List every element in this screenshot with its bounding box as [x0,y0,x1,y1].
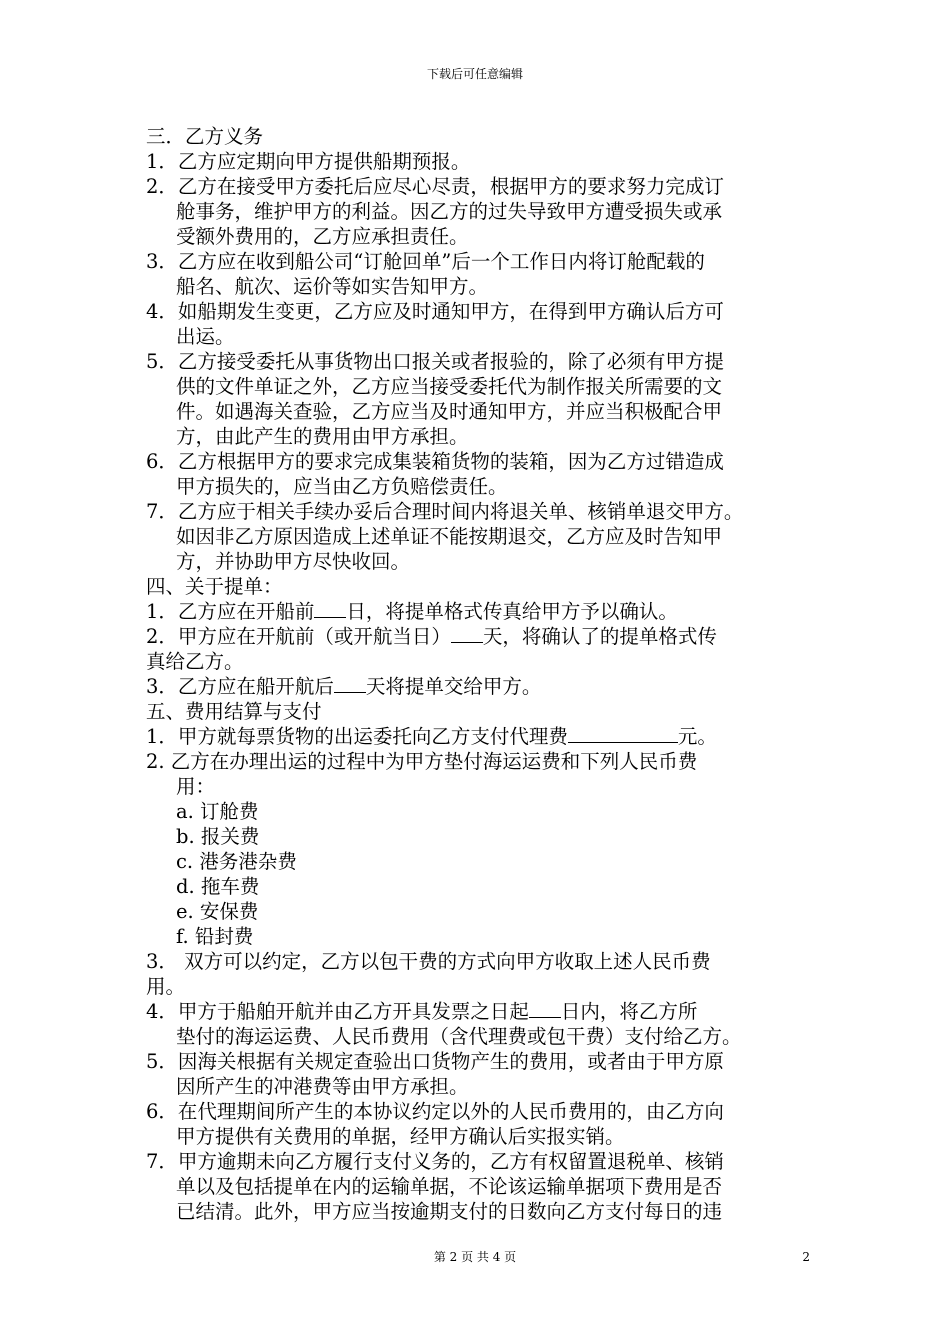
clause-4-2-line2: 真给乙方。 [146,650,244,673]
clause-3-7-line3: 方，并协助甲方尽快收回。 [176,550,411,573]
clause-4-3-pre: 3．乙方应在船开航后 [146,675,334,698]
clause-5-1-pre: 1．甲方就每票货物的出运委托向乙方支付代理费 [146,725,568,748]
clause-5-7-line3: 已结清。此外，甲方应当按逾期支付的日数向乙方支付每日的违 [176,1200,723,1223]
fee-item-f: f. 铅封费 [176,925,254,948]
clause-3-7-line2: 如因非乙方原因造成上述单证不能按期退交，乙方应及时告知甲 [176,525,723,548]
section-3-title: 三．乙方义务 [146,125,264,148]
clause-5-7-line1: 7．甲方逾期未向乙方履行支付义务的，乙方有权留置退税单、核销 [146,1150,724,1173]
clause-5-1 [146,724,826,749]
blank-days-underline [529,999,561,1018]
fee-item-b: b. 报关费 [176,825,260,848]
fee-item-e: e. 安保费 [176,900,259,923]
clause-3-5-line4: 方，由此产生的费用由甲方承担。 [176,425,469,448]
clause-5-1-post: 元。 [677,725,717,748]
clause-5-7-line2: 单以及包括提单在内的运输单据，不论该运输单据项下费用是否 [176,1175,723,1198]
clause-4-2-pre: 2．甲方应在开航前（或开航当日） [146,625,451,648]
clause-5-6-line1: 6．在代理期间所产生的本协议约定以外的人民币费用的，由乙方向 [146,1100,724,1123]
clause-3-3-line1: 3．乙方应在收到船公司“订舱回单”后一个工作日内将订舱配载的 [146,250,705,273]
clause-3-4-line2: 出运。 [176,325,235,348]
clause-3-6-line2: 甲方损失的，应当由乙方负赔偿责任。 [176,475,508,498]
fee-item-d: d. 拖车费 [176,875,260,898]
clause-5-4-line2: 垫付的海运运费、人民币费用（含代理费或包干费）支付给乙方。 [176,1025,742,1048]
clause-3-1: 1．乙方应定期向甲方提供船期预报。 [146,150,471,173]
clause-4-1-post: 日，将提单格式传真给甲方予以确认。 [346,600,678,623]
blank-days-underline [451,624,483,643]
clause-3-3-line2: 船名、航次、运价等如实告知甲方。 [176,275,489,298]
section-4-title: 四、关于提单： [146,575,283,598]
clause-5-2-line1: 2. 乙方在办理出运的过程中为甲方垫付海运运费和下列人民币费 [146,750,698,773]
clause-5-4-post: 日内，将乙方所 [560,1000,698,1023]
blank-days-underline [334,674,366,693]
clause-5-6-line2: 甲方提供有关费用的单据，经甲方确认后实报实销。 [176,1125,625,1148]
clause-4-1-pre: 1．乙方应在开船前 [146,600,315,623]
clause-4-2-line1 [146,624,826,649]
clause-4-3 [146,674,826,699]
clause-3-5-line2: 供的文件单证之外，乙方应当接受委托代为制作报关所需要的文 [176,375,723,398]
clause-3-2-line3: 受额外费用的，乙方应承担责任。 [176,225,469,248]
clause-5-3-line2: 用。 [146,975,186,998]
document-body [146,124,826,1224]
page-footer-count: 第 2 页 共 4 页 [433,1250,517,1264]
clause-3-5-line1: 5．乙方接受委托从事货物出口报关或者报验的，除了必须有甲方提 [146,350,724,373]
clause-5-2-line2: 用： [176,775,216,798]
clause-3-7-line1: 7．乙方应于相关手续办妥后合理时间内将退关单、核销单退交甲方。 [146,500,744,523]
fee-item-c: c. 港务港杂费 [176,850,297,873]
clause-3-4-line1: 4．如船期发生变更，乙方应及时通知甲方，在得到甲方确认后方可 [146,300,724,323]
clause-5-3-line1: 3． 双方可以约定，乙方以包干费的方式向甲方收取上述人民币费 [146,950,711,973]
blank-fee-underline [568,724,678,743]
clause-3-5-line3: 件。如遇海关查验，乙方应当及时通知甲方，并应当积极配合甲 [176,400,723,423]
clause-5-4-pre: 4．甲方于船舶开航并由乙方开具发票之日起 [146,1000,529,1023]
clause-3-2-line2: 舱事务，维护甲方的利益。因乙方的过失导致甲方遭受损失或承 [176,200,723,223]
clause-5-4-line1 [146,999,826,1024]
clause-5-5-line1: 5．因海关根据有关规定查验出口货物产生的费用，或者由于甲方原 [146,1050,724,1073]
page-footer-number: 2 [802,1250,810,1264]
clause-3-2-line1: 2．乙方在接受甲方委托后应尽心尽责，根据甲方的要求努力完成订 [146,175,724,198]
fee-item-a: a. 订舱费 [176,800,259,823]
clause-4-3-post: 天将提单交给甲方。 [365,675,542,698]
clause-4-1 [146,599,826,624]
clause-5-5-line2: 因所产生的冲港费等由甲方承担。 [176,1075,469,1098]
clause-3-6-line1: 6．乙方根据甲方的要求完成集装箱货物的装箱，因为乙方过错造成 [146,450,724,473]
page-header: 下载后可任意编辑 [426,67,523,81]
section-5-title: 五、费用结算与支付 [146,700,322,723]
clause-4-2-post: 天，将确认了的提单格式传 [482,625,717,648]
blank-days-underline [314,599,346,618]
